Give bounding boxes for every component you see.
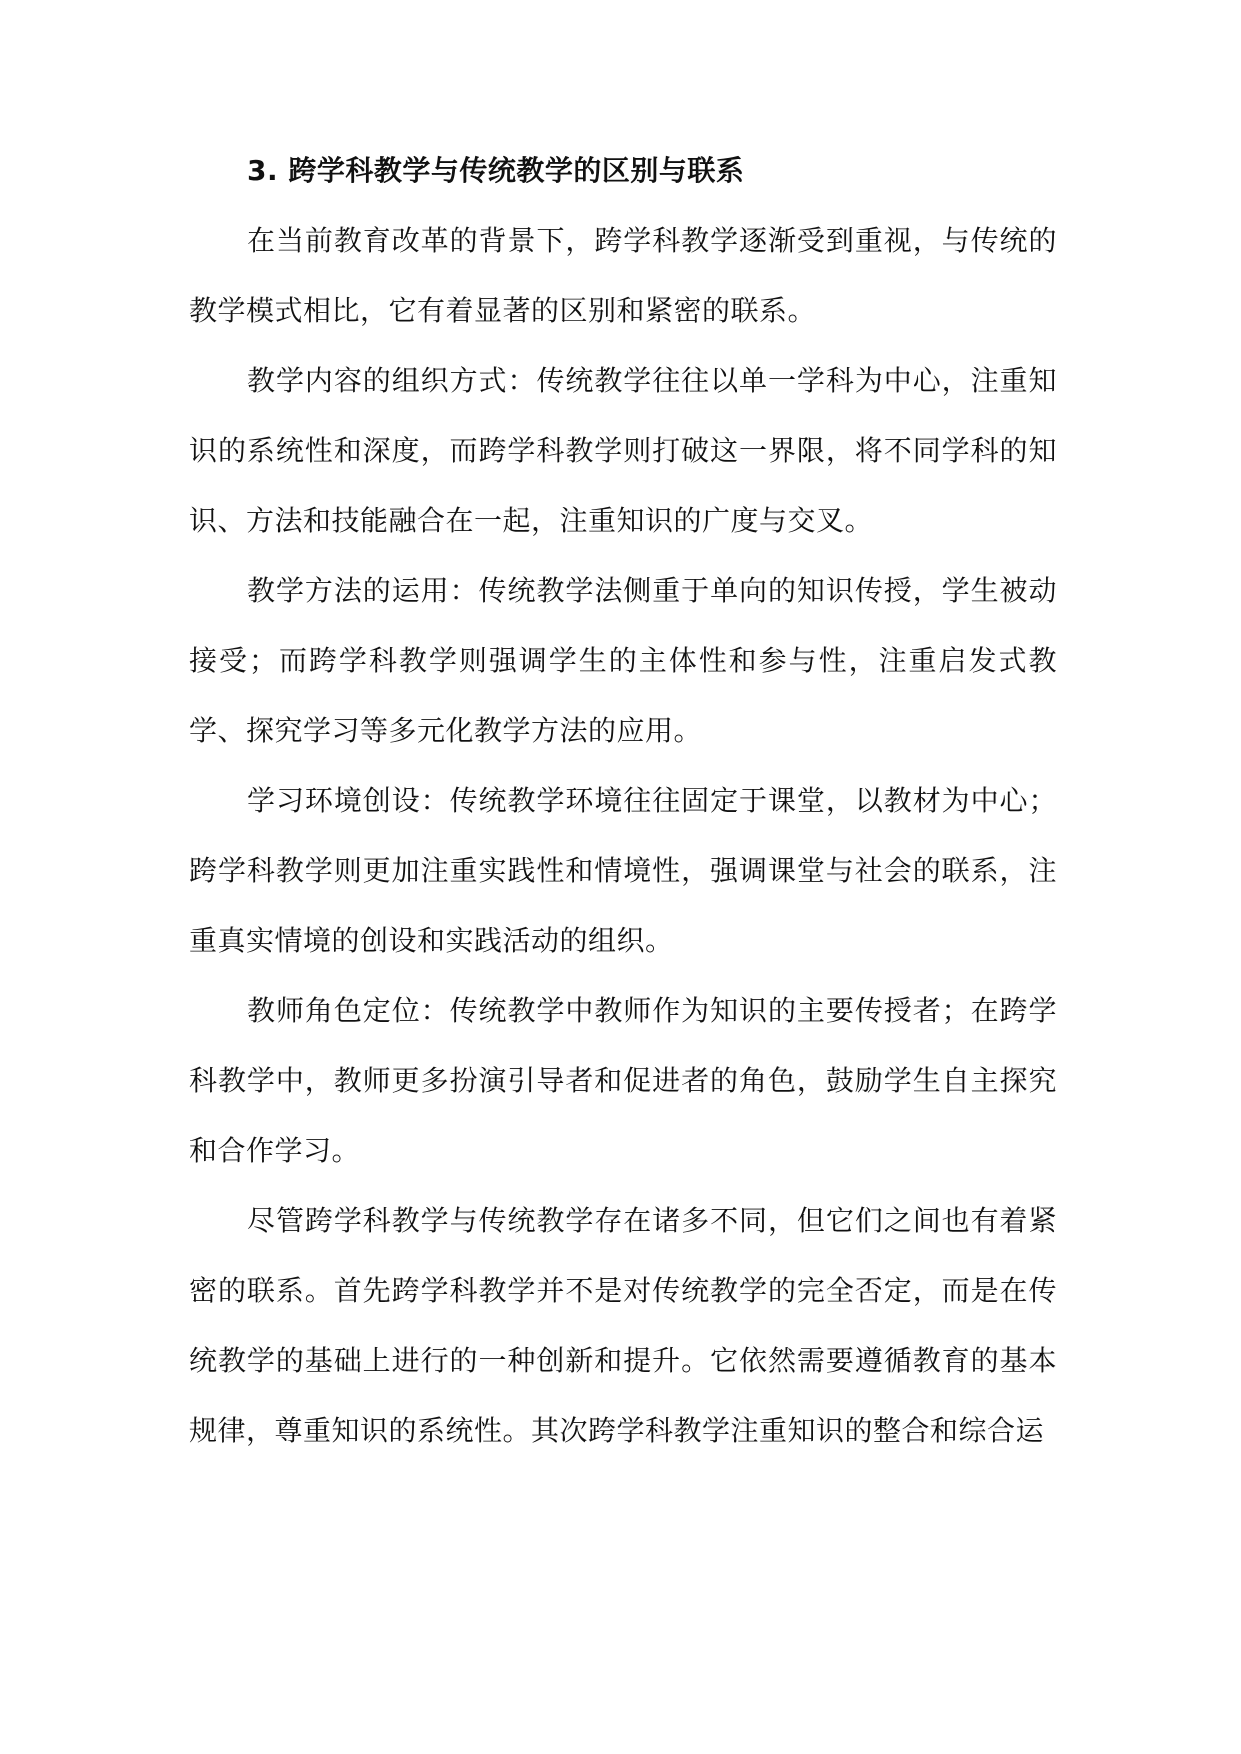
paragraph-learning-environment: 学习环境创设：传统教学环境往往固定于课堂，以教材为中心；跨学科教学则更加注重实践性和情境性，强调课堂与社会的联系，注重真实情境的创设和实践活动的组织。 (189, 784, 1057, 957)
paragraph-teacher-role: 教师角色定位：传统教学中教师作为知识的主要传授者；在跨学科教学中，教师更多扮演引导者和促进者的角色，鼓励学生自主探究和合作学习。 (189, 994, 1057, 1167)
paragraph-content-organization: 教学内容的组织方式：传统教学往往以单一学科为中心，注重知识的系统性和深度，而跨学科教学则打破这一界限，将不同学科的知识、方法和技能融合在一起，注重知识的广度与交叉。 (189, 364, 1057, 537)
paragraph-intro: 在当前教育改革的背景下，跨学科教学逐渐受到重视，与传统的教学模式相比，它有着显著的区别和紧密的联系。 (189, 224, 1057, 327)
paragraph-connection: 尽管跨学科教学与传统教学存在诸多不同，但它们之间也有着紧密的联系。首先跨学科教学并不是对传统教学的完全否定，而是在传统教学的基础上进行的一种创新和提升。它依然需要遵循教育的基本规律，尊重知识的系统性。其次跨学科教学注重知识的整合和综合运 (189, 1204, 1057, 1447)
paragraph-teaching-methods: 教学方法的运用：传统教学法侧重于单向的知识传授，学生被动接受；而跨学科教学则强调学生的主体性和参与性，注重启发式教学、探究学习等多元化教学方法的应用。 (189, 574, 1057, 747)
section-heading: 3. 跨学科教学与传统教学的区别与联系 (247, 154, 745, 187)
document-body (189, 136, 1057, 1466)
